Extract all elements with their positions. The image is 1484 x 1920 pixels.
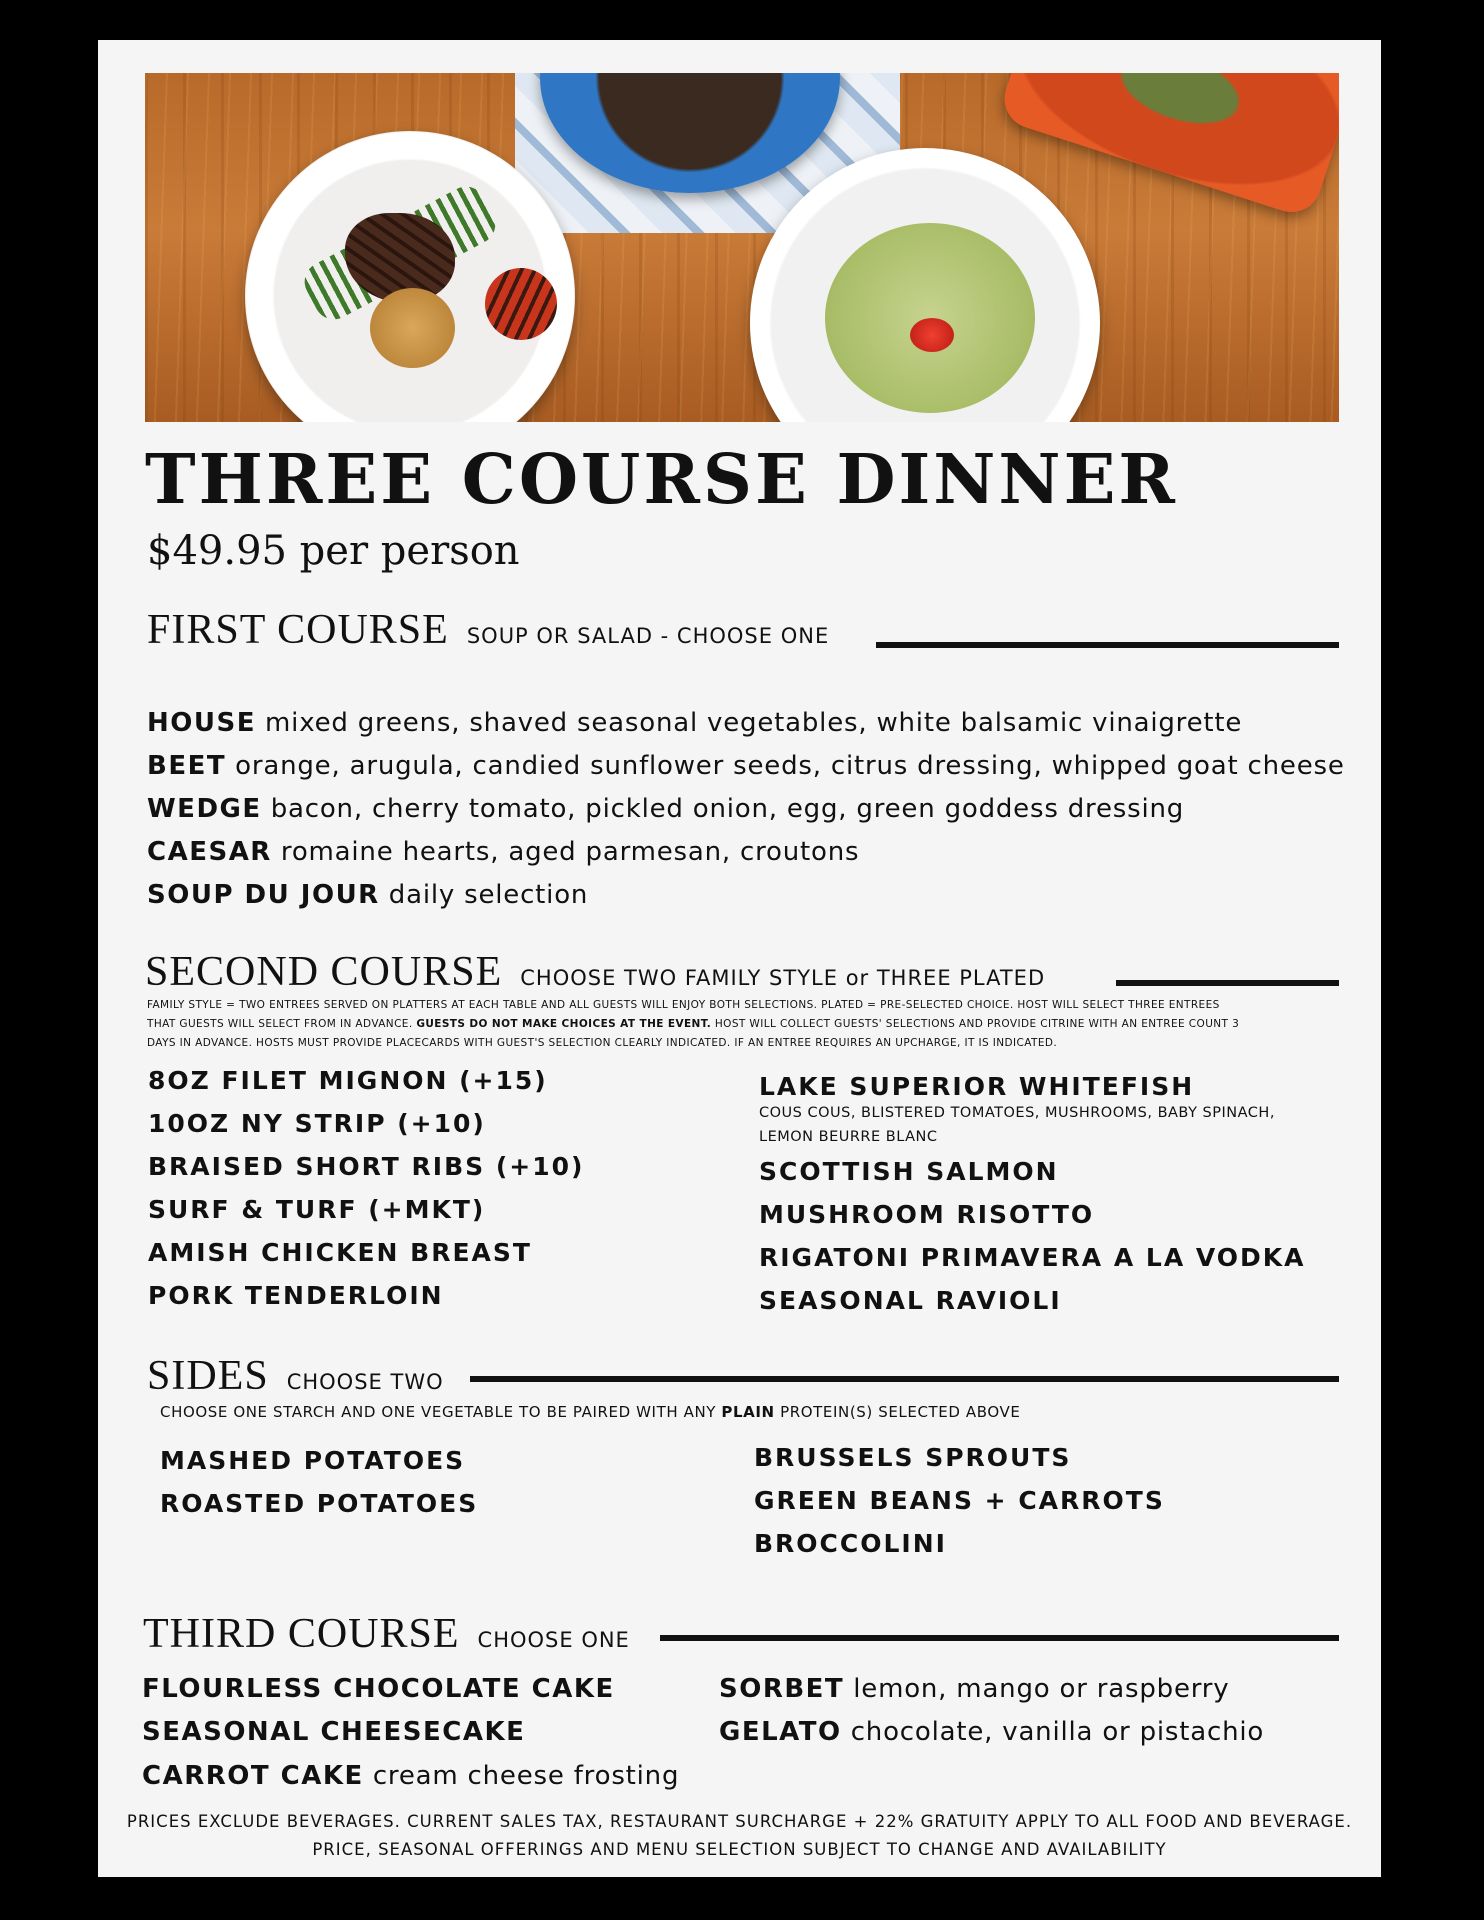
second-course-note	[147, 996, 1239, 1053]
side-item: BROCCOLINI	[754, 1529, 947, 1558]
first-course-rule	[876, 642, 1339, 648]
food-photo	[145, 73, 1339, 422]
first-course-item	[147, 751, 1345, 781]
item-desc: cream cheese frosting	[372, 1761, 680, 1791]
third-course-title: THIRD COURSE	[143, 1611, 460, 1657]
second-course-subtitle: CHOOSE TWO FAMILY STYLE or THREE PLATED	[520, 966, 1046, 990]
item-desc: daily selection	[388, 880, 589, 910]
third-course-rule	[660, 1635, 1339, 1641]
item-name: SORBET	[719, 1674, 845, 1704]
item-name: SEASONAL CHEESECAKE	[142, 1717, 526, 1747]
grilled-tomato	[485, 268, 557, 340]
entree-item: RIGATONI PRIMAVERA A LA VODKA	[759, 1243, 1306, 1272]
third-course-subtitle: CHOOSE ONE	[477, 1628, 630, 1652]
sides-heading	[147, 1352, 444, 1400]
item-desc: bacon, cherry tomato, pickled onion, egg, green goddess dressing	[270, 794, 1185, 824]
side-item: BRUSSELS SPROUTS	[754, 1443, 1072, 1472]
first-course-heading	[147, 606, 829, 654]
dessert-item	[719, 1717, 1264, 1747]
note-emphasis: PLAIN	[721, 1403, 775, 1421]
note-emphasis: GUESTS DO NOT MAKE CHOICES AT THE EVENT.	[416, 1018, 712, 1030]
sides-title: SIDES	[147, 1353, 269, 1399]
red-pepper-garnish	[910, 318, 954, 352]
note-line: THAT GUESTS WILL SELECT FROM IN ADVANCE. GUESTS DO NOT MAKE CHOICES AT THE EVENT. HOST WILL COLLECT GUESTS' SELECTIONS AND PROVIDE CITRINE WITH AN ENTREE COUNT 3	[147, 1018, 1240, 1030]
second-course-title: SECOND COURSE	[145, 949, 503, 995]
item-name: SOUP DU JOUR	[147, 880, 380, 910]
side-item: MASHED POTATOES	[160, 1446, 466, 1475]
entree-item: MUSHROOM RISOTTO	[759, 1200, 1095, 1229]
footer-line: PRICES EXCLUDE BEVERAGES. CURRENT SALES TAX, RESTAURANT SURCHARGE + 22% GRATUITY APPLY TO ALL FOOD AND BEVERAGE.	[126, 1812, 1353, 1831]
dessert-item	[142, 1674, 615, 1704]
item-name: CARROT CAKE	[142, 1761, 364, 1791]
entree-item: 10OZ NY STRIP (+10)	[148, 1109, 486, 1138]
menu-title: THREE COURSE DINNER	[145, 440, 1178, 520]
item-name: CAESAR	[147, 837, 272, 867]
item-desc: chocolate, vanilla or pistachio	[850, 1717, 1265, 1747]
dessert-item	[142, 1717, 525, 1747]
note-line: FAMILY STYLE = TWO ENTREES SERVED ON PLATTERS AT EACH TABLE AND ALL GUESTS WILL ENJOY BOTH SELECTIONS. PLATED = PRE-SELECTED CHOICE. HOST WILL SELECT THREE ENTREES	[147, 999, 1220, 1011]
item-desc: mixed greens, shaved seasonal vegetables, white balsamic vinaigrette	[265, 708, 1243, 738]
item-name: FLOURLESS CHOCOLATE CAKE	[142, 1674, 615, 1704]
side-item: GREEN BEANS + CARROTS	[754, 1486, 1165, 1515]
first-course-item	[147, 837, 859, 867]
footer-line: PRICE, SEASONAL OFFERINGS AND MENU SELECTION SUBJECT TO CHANGE AND AVAILABILITY	[312, 1840, 1167, 1859]
first-course-subtitle: SOUP OR SALAD - CHOOSE ONE	[466, 624, 830, 648]
sides-subtitle: CHOOSE TWO	[286, 1370, 444, 1394]
crab-cake	[370, 288, 455, 368]
menu-price: $49.95 per person	[147, 528, 520, 574]
second-course-rule	[1116, 980, 1339, 986]
menu-page	[98, 40, 1381, 1877]
first-course-title: FIRST COURSE	[147, 607, 449, 653]
third-course-heading	[143, 1610, 630, 1658]
item-name: WEDGE	[147, 794, 262, 824]
entree-item: 8OZ FILET MIGNON (+15)	[148, 1066, 548, 1095]
whitefish-description: COUS COUS, BLISTERED TOMATOES, MUSHROOMS, BABY SPINACH, LEMON BEURRE BLANC	[759, 1105, 1275, 1145]
first-course-item	[147, 880, 588, 910]
dessert-item	[142, 1761, 679, 1791]
item-name: HOUSE	[147, 708, 256, 738]
entree-item: BRAISED SHORT RIBS (+10)	[148, 1152, 585, 1181]
entree-item-whitefish: LAKE SUPERIOR WHITEFISH	[759, 1072, 1195, 1101]
sides-rule	[470, 1376, 1339, 1382]
first-course-item	[147, 708, 1242, 738]
entree-item: SEASONAL RAVIOLI	[759, 1286, 1062, 1315]
dessert-item	[719, 1674, 1229, 1704]
sides-note: CHOOSE ONE STARCH AND ONE VEGETABLE TO BE PAIRED WITH ANY PLAIN PROTEIN(S) SELECTED ABOVE	[160, 1403, 1021, 1421]
entree-item: AMISH CHICKEN BREAST	[148, 1238, 532, 1267]
second-course-heading	[145, 948, 1045, 996]
item-name: GELATO	[719, 1717, 842, 1747]
entree-item: PORK TENDERLOIN	[148, 1281, 444, 1310]
first-course-item	[147, 794, 1184, 824]
item-name: BEET	[147, 751, 227, 781]
item-desc: romaine hearts, aged parmesan, croutons	[280, 837, 860, 867]
side-item: ROASTED POTATOES	[160, 1489, 479, 1518]
entree-item: SURF & TURF (+MKT)	[148, 1195, 486, 1224]
item-desc: lemon, mango or raspberry	[853, 1674, 1230, 1704]
entree-item: SCOTTISH SALMON	[759, 1157, 1059, 1186]
item-desc: orange, arugula, candied sunflower seeds, citrus dressing, whipped goat cheese	[235, 751, 1345, 781]
note-line: DAYS IN ADVANCE. HOSTS MUST PROVIDE PLACECARDS WITH GUEST'S SELECTION CLEARLY INDICATED. IF AN ENTREE REQUIRES AN UPCHARGE, IT IS INDICATED.	[147, 1037, 1058, 1049]
